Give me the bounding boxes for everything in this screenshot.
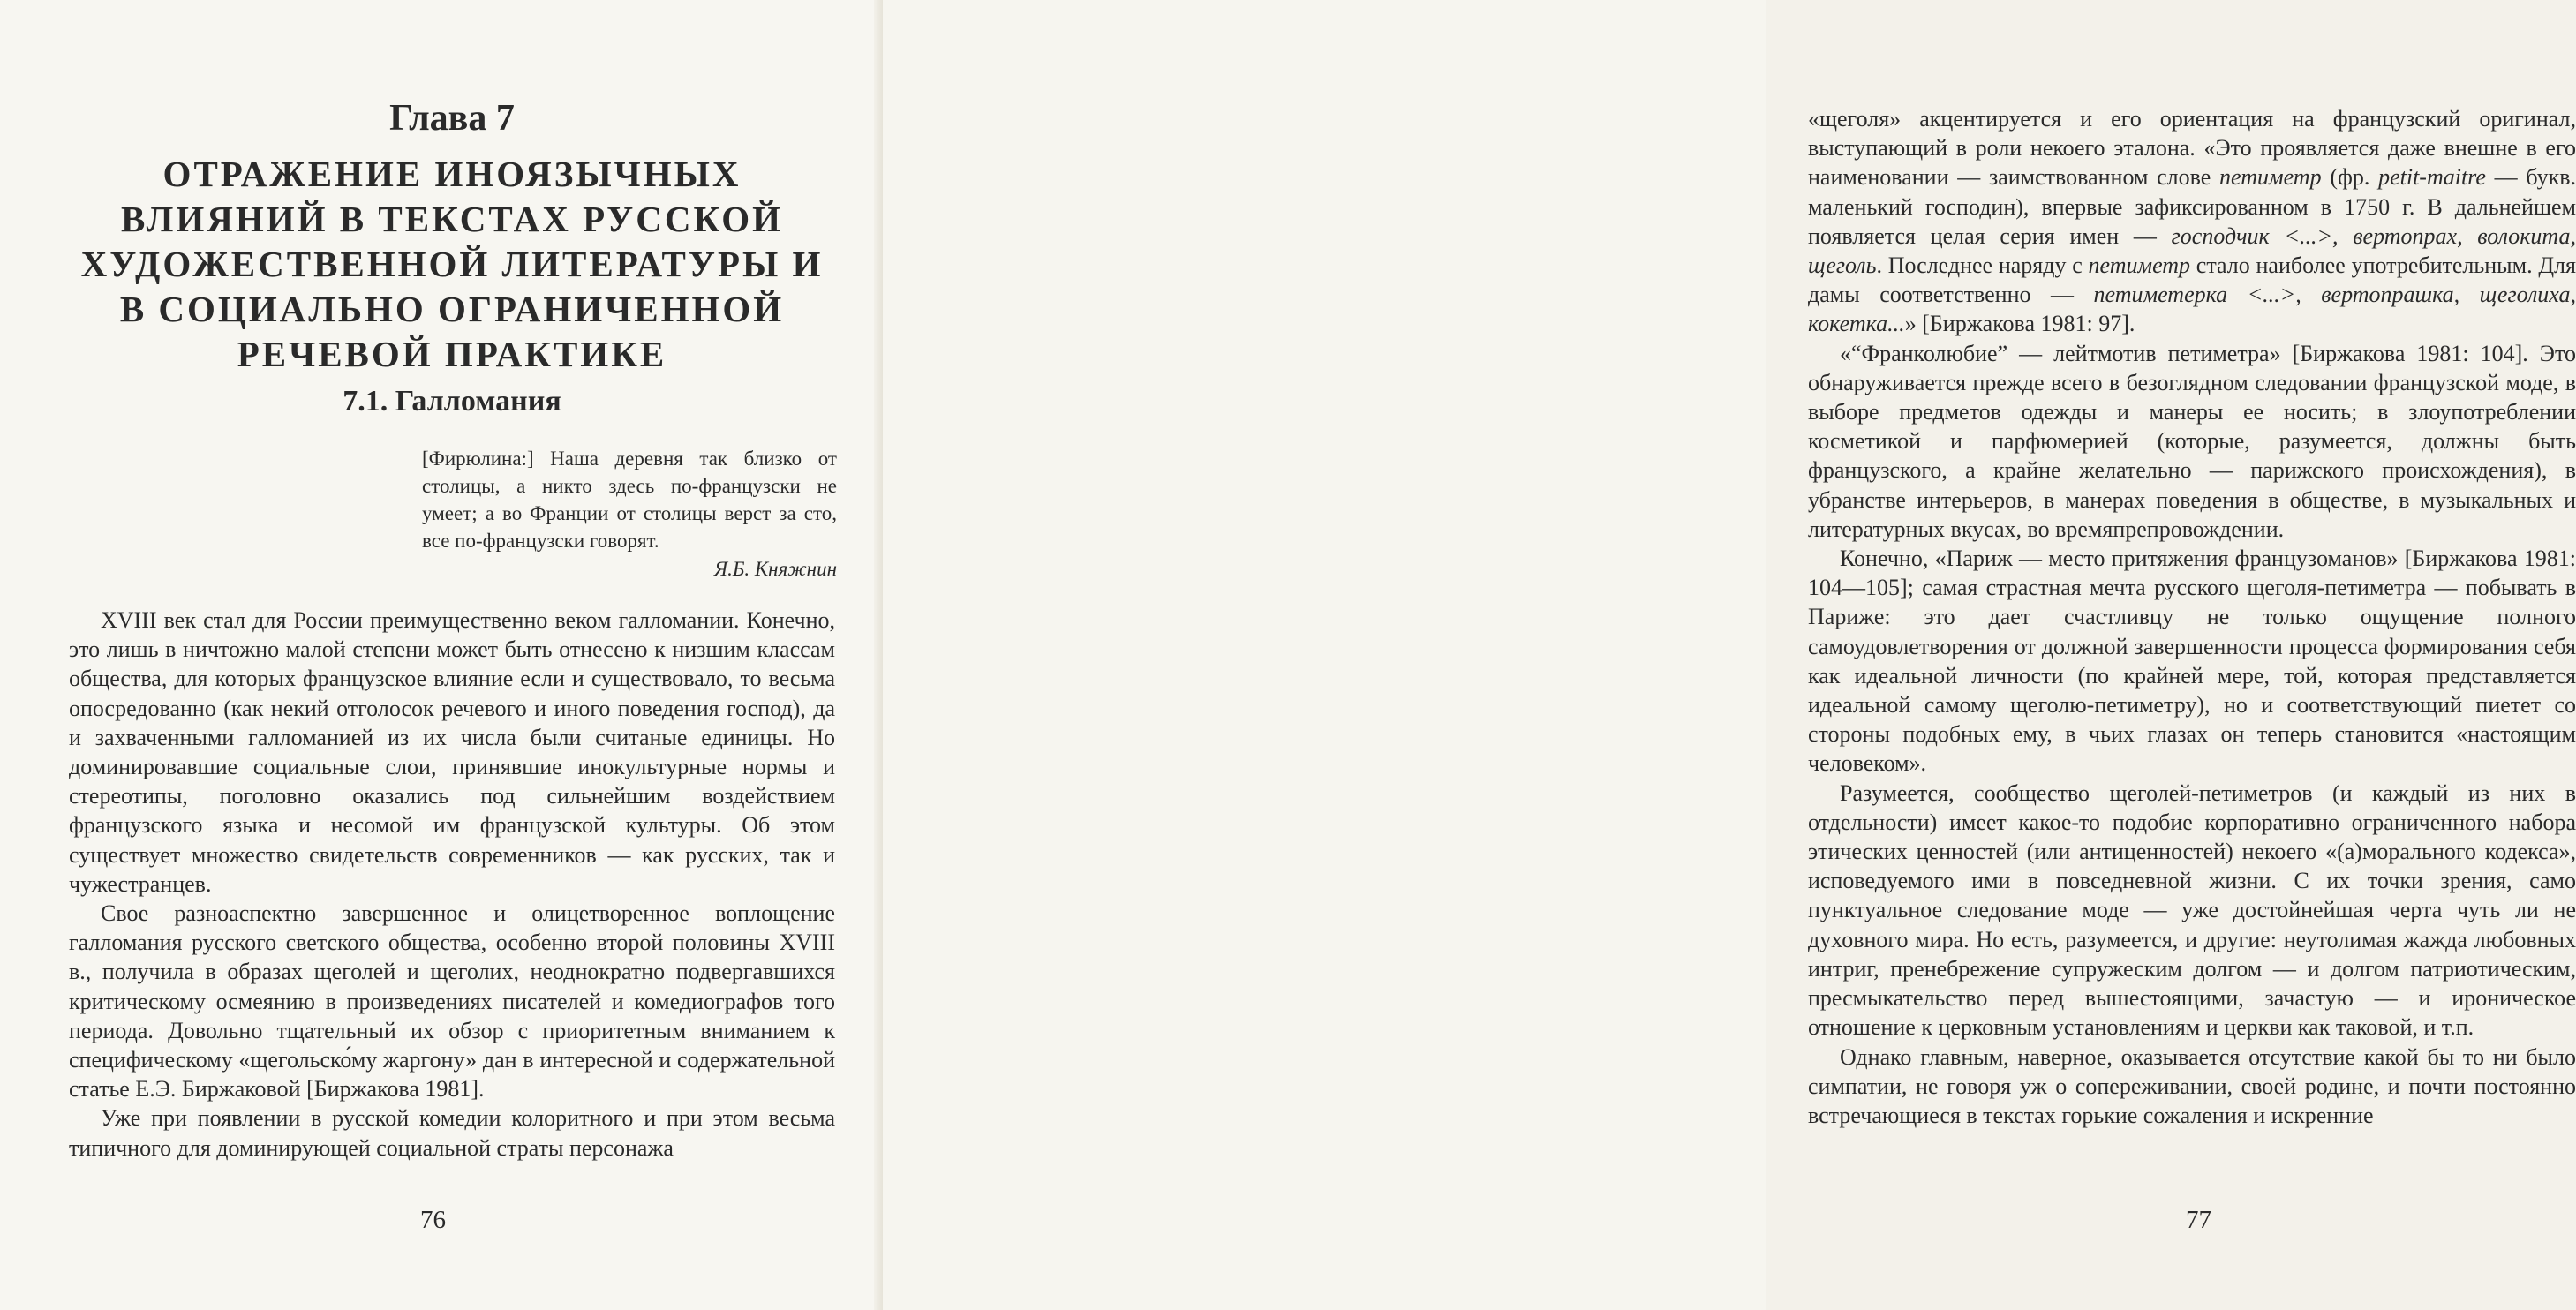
chapter-title: ОТРАЖЕНИЕ ИНОЯЗЫЧНЫХ ВЛИЯНИЙ В ТЕКСТАХ РУССКОЙ ХУДОЖЕСТВЕННОЙ ЛИТЕРАТУРЫ И В СОЦИАЛЬНО ОГРАНИЧЕННОЙ РЕЧЕВОЙ ПРАКТИКЕ	[80, 154, 824, 374]
text-run: «щеголя» акцентируется и его ориентация на французский оригинал, выступающий в роли некоего эталона. «Это проявляется даже внешне в его наименовании — заимствованном слове	[1808, 106, 2576, 191]
paragraph: Уже при появлении в русской комедии колоритного и при этом весьма типичного для доминирующей социальной страты персонажа	[69, 1105, 835, 1161]
epigraph-author: Я.Б. Княжнин	[713, 558, 837, 580]
text-run: стало наиболее употребительным. Для дамы соответственно —	[1808, 252, 2576, 308]
italic-term: petit-maitre	[2378, 164, 2486, 191]
page-number-left: 76	[420, 1206, 446, 1234]
page-number-right: 77	[2186, 1206, 2211, 1234]
paragraph: Конечно, «Париж — место притяжения французоманов» [Биржакова 1981: 104—105]; самая страстная мечта русского щеголя-петиметра — побывать в Париже: это дает счастливцу не только ощущение полного самоудовлетворения от должной завершенности процесса формирования себя как идеальной личности (по крайней мере, той, которая представляется идеальной самому щеголю-петиметру), но и соответствующий пиетет со стороны подобных ему, в чьих глазах он теперь становится «настоящим человеком».	[1808, 546, 2576, 777]
paragraph: «“Франколюбие” — лейтмотив петиметра» [Биржакова 1981: 104]. Это обнаруживается прежде всего в безоглядном следовании французской моде, в выборе предметов одежды и манеры ее носить; в злоупотреблении косметикой и парфюмерией (которые, разумеется, должны быть французского, а крайне желательно — парижского происхождения), в убранстве интерьеров, в манерах поведения в обществе, в музыкальных и литературных вкусах, во времяпрепровождении.	[1808, 340, 2576, 542]
epigraph: [Фирюлина:] Наша деревня так близко от столицы, а никто здесь по-французски не умеет; а во Франции от столицы верст за сто, все по-французски говорят.	[422, 448, 837, 552]
italic-term: петиметр	[2219, 164, 2322, 191]
text-run: — букв. маленький господин), впервые зафиксированном в 1750 г. В дальнейшем появляется целая серия имен —	[1808, 164, 2576, 249]
paragraph: Разумеется, сообщество щеголей-петиметров (и каждый из них в отдельности) имеет какое-то подобие корпоративно ограниченного набора этических ценностей (или антиценностей) некоего «(а)морального кодекса», исповедуемого ими в повседневной жизни. С их точки зрения, само пунктуальное следование моде — уже достойнейшая черта чуть ли не духовного мира. Но есть, разумеется, и другие: неутолимая жажда любовных интриг, пренебрежение супружеским долгом — и долгом патриотическим, пресмыкательство перед вышестоящими, зачастую — и ироническое отношение к церковным установлениям и церкви как таковой, и т.п.	[1808, 779, 2576, 1041]
right-body-text	[1808, 104, 2576, 1130]
text-run: . Последнее наряду с	[1876, 252, 2089, 279]
italic-term: петиметр	[2088, 252, 2191, 279]
text-run: » [Биржакова 1981: 97].	[1904, 311, 2135, 337]
right-page	[883, 0, 2576, 1310]
paragraph: XVIII век стал для России преимущественно веком галломании. Конечно, это лишь в ничтожно малой степени может быть отнесено к низшим классам общества, для которых французское влияние если и существовало, то весьма опосредованно (как некий отголосок речевого и иного поведения господ), да и захваченными галломанией из их числа были считаные единицы. Но доминировавшие социальные слои, принявшие инокультурные нормы и стереотипы, поголовно оказались под сильнейшим воздействием французского языка и несомой им французской культуры. Об этом существует множество свидетельств современников — как русских, так и чужестранцев.	[69, 607, 835, 897]
section-title: 7.1. Галломания	[343, 385, 561, 418]
paragraph-continued	[1808, 104, 2576, 339]
italic-term: господчик <...>, вертопрах, волокита, щеголь	[1808, 222, 2576, 279]
left-body-text	[69, 606, 835, 1163]
chapter-label: Глава 7	[389, 98, 515, 139]
italic-term: петиметерка <...>, вертопрашка, щеголиха, кокетка...	[1808, 282, 2576, 337]
paragraph: Однако главным, наверное, оказывается отсутствие какой бы то ни было симпатии, не говоря уж о сопереживании, своей родине, и почти постоянно встречающиеся в текстах горькие сожаления и искренние	[1808, 1043, 2576, 1128]
text-run: (фр.	[2321, 164, 2379, 191]
left-page	[0, 0, 883, 1310]
paragraph: Свое разноаспектно завершенное и олицетворенное воплощение галломания русского светского общества, особенно второй половины XVIII в., получила в образах щеголей и щеголих, неоднократно подвергавшихся критическому осмеянию в произведениях писателей и комедиографов того периода. Довольно тщательный их обзор с приоритетным вниманием к специфическому «щегольско́му жаргону» дан в интересной и содержательной статье Е.Э. Биржаковой [Биржакова 1981].	[69, 900, 835, 1103]
